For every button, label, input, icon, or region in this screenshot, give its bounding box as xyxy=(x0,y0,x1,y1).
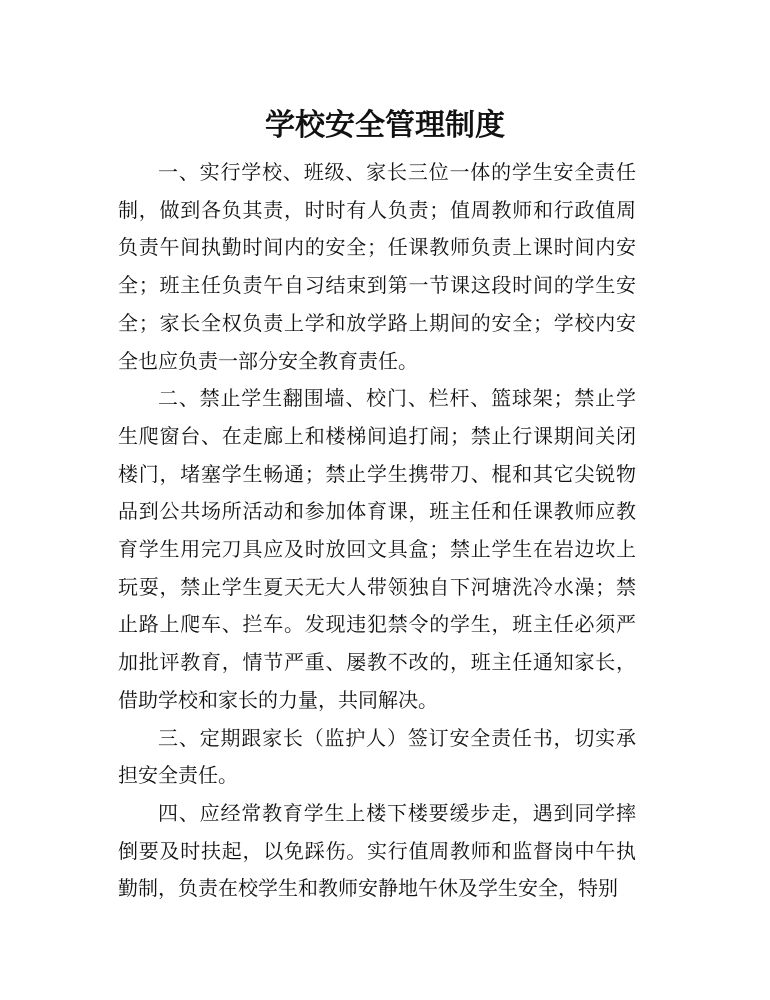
document-body xyxy=(118,154,636,908)
paragraph-2: 二、禁止学生翻围墙、校门、栏杆、篮球架；禁止学生爬窗台、在走廊上和楼梯间追打闹；禁止行课期间关闭楼门，堵塞学生畅通；禁止学生携带刀、棍和其它尖锐物品到公共场所活动和参加体育课，班主任和任课教师应教育学生用完刀具应及时放回文具盒；禁止学生在岩边坎上玩耍，禁止学生夏天无大人带领独自下河塘洗冷水澡；禁止路上爬车、拦车。发现违犯禁令的学生，班主任必须严加批评教育，情节严重、屡教不改的，班主任通知家长，借助学校和家长的力量，共同解决。 xyxy=(118,386,636,712)
paragraph-1: 一、实行学校、班级、家长三位一体的学生安全责任制，做到各负其责，时时有人负责；值周教师和行政值周负责午间执勤时间内的安全；任课教师负责上课时间内安全；班主任负责午自习结束到第一节课这段时间的学生安全；家长全权负责上学和放学路上期间的安全；学校内安全也应负责一部分安全教育责任。 xyxy=(118,160,636,373)
document-title: 学校安全管理制度 xyxy=(265,108,505,143)
paragraph-4: 四、应经常教育学生上楼下楼要缓步走，遇到同学摔倒要及时扶起，以免踩伤。实行值周教师和监督岗中午执勤制，负责在校学生和教师安静地午休及学生安全，特别 xyxy=(118,800,636,901)
paragraph-3: 三、定期跟家长（监护人）签订安全责任书，切实承担安全责任。 xyxy=(118,725,636,788)
